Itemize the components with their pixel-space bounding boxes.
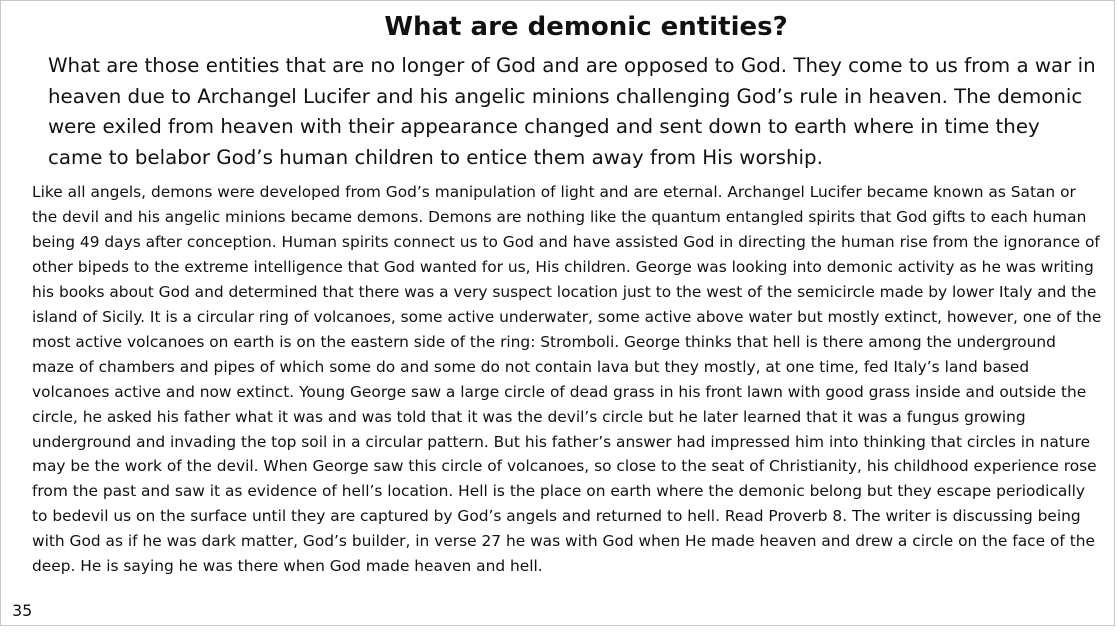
- intro-paragraph: What are those entities that are no longer of God and are opposed to God. They come to us from a war in heaven due to Archangel Lucifer and his angelic minions challenging God’s rule in heaven. The demonic were exiled from heaven with their appearance changed and sent down to earth where in time they came to belabor God’s human children to entice them away from His worship.: [48, 54, 1096, 169]
- slide-title: What are demonic entities?: [384, 12, 788, 42]
- body-paragraph: Like all angels, demons were developed from God’s manipulation of light and are eternal. Archangel Lucifer became known as Satan or the devil and his angelic minions became demons. Demons are nothing like the quantum entangled spirits that God gifts to each human being 49 days after conception. Human spirits connect us to God and have assisted God in directing the human rise from the ignorance of other bipeds to the extreme intelligence that God wanted for us, His children. George was looking into demonic activity as he was writing his books about God and determined that there was a very suspect location just to the west of the semicircle made by lower Italy and the island of Sicily. It is a circular ring of volcanoes, some active underwater, some active above water but mostly extinct, however, one of the most active volcanoes on earth is on the eastern side of the ring: Stromboli. George thinks that hell is there among the underground maze of chambers and pipes of which some do and some do not contain lava but they mostly, at one time, fed Italy’s land based volcanoes active and now extinct. Young George saw a large circle of dead grass in his front lawn with good grass inside and outside the circle, he asked his father what it was and was told that it was the devil’s circle but he later learned that it was a fungus growing underground and invading the top soil in a circular pattern. But his father’s answer had impressed him into thinking that circles in nature may be the work of the devil. When George saw this circle of volcanoes, so close to the seat of Christianity, his childhood experience rose from the past and saw it as evidence of hell’s location. Hell is the place on earth where the demonic belong but they escape periodically to bedevil us on the surface until they are captured by God’s angels and returned to hell. Read Proverb 8. The writer is discussing being with God as if he was dark matter, God’s builder, in verse 27 he was with God when He made heaven and drew a circle on the face of the deep. He is saying he was there when God made heaven and hell.: [32, 183, 1102, 576]
- page-number: 35: [12, 601, 33, 620]
